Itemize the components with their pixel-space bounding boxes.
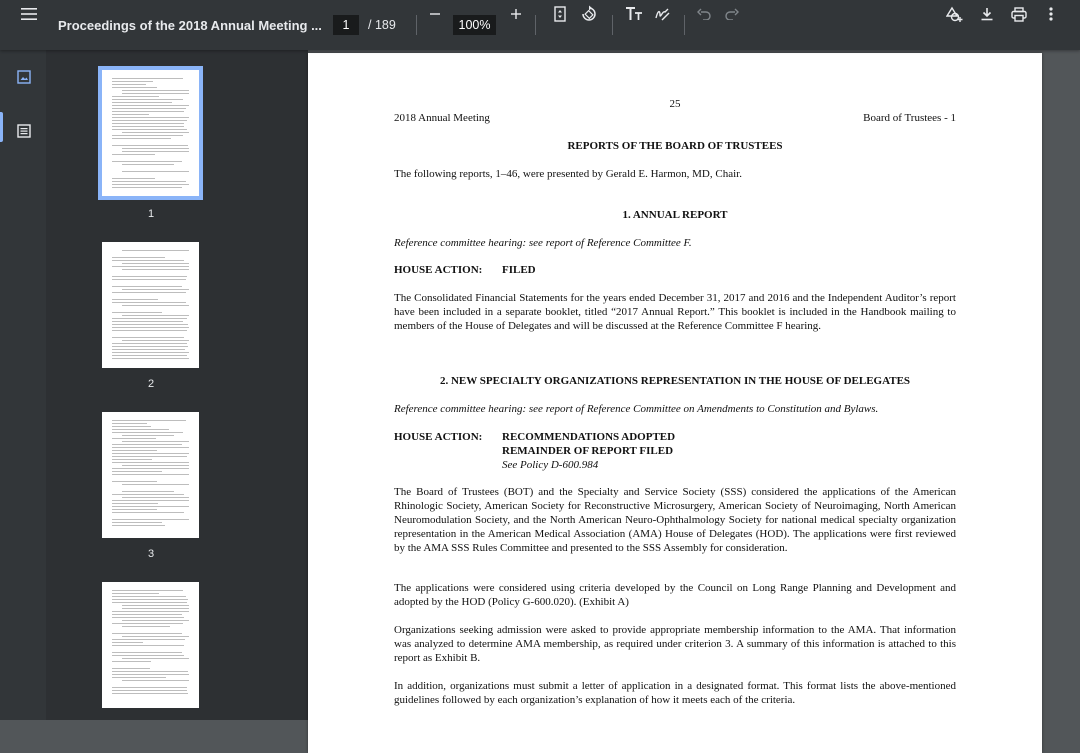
section-1-action-value: FILED — [502, 264, 536, 276]
thumbnail-text-line — [112, 623, 183, 624]
thumbnail-text-line — [112, 468, 189, 469]
thumbnail-text-line — [112, 687, 187, 688]
thumbnail-text-line — [112, 181, 186, 182]
thumbnails-icon[interactable] — [14, 67, 34, 87]
thumbnail-text-line — [112, 358, 189, 359]
thumbnail-text-line — [112, 661, 151, 662]
document-title: Proceedings of the 2018 Annual Meeting ... — [58, 17, 322, 33]
thumbnail-text-line — [112, 429, 169, 430]
thumbnail-text-line — [112, 593, 159, 594]
thumbnail-text-line — [112, 114, 149, 115]
thumbnail-text-line — [112, 108, 186, 109]
thumbnail-text-line — [122, 491, 174, 492]
thumbnail-text-line — [122, 620, 189, 621]
undo-icon[interactable] — [690, 0, 718, 28]
thumbnail-text-line — [112, 617, 184, 618]
page-thumbnail-3[interactable] — [102, 412, 199, 538]
thumbnail-text-line — [112, 87, 157, 88]
thumbnail-text-line — [112, 471, 162, 472]
thumbnail-text-line — [112, 420, 186, 421]
section-2-title: 2. NEW SPECIALTY ORGANIZATIONS REPRESENTATION IN THE HOUSE OF DELEGATES — [439, 375, 911, 387]
thumbnail-text-line — [122, 250, 189, 251]
thumbnail-text-line — [112, 506, 189, 507]
thumbnail-text-line — [112, 652, 182, 653]
thumbnail-text-line — [112, 105, 189, 106]
thumbnail-text-line — [112, 178, 155, 179]
draw-icon[interactable] — [648, 0, 676, 28]
thumbnail-text-line — [112, 423, 147, 424]
thumbnail-text-line — [112, 81, 153, 82]
section-2-paragraph-3: Organizations seeking admission were asked to provide appropriate membership information to the AMA. That information was analyzed to determine AMA membership, as required under criterion 3. A summary of this information is attached to this report as Exhibit B. — [394, 624, 956, 664]
thumbnail-text-line — [112, 645, 184, 646]
thumbnail-text-line — [112, 611, 189, 612]
thumbnail-text-line — [122, 151, 189, 152]
thumbnail-text-line — [122, 435, 174, 436]
thumbnail-text-line — [112, 78, 183, 79]
thumbnail-text-line — [112, 84, 146, 85]
thumbnail-text-line — [122, 626, 170, 627]
sidebar-rail — [0, 50, 46, 720]
thumbnail-text-line — [112, 512, 184, 513]
thumbnail-text-line — [122, 465, 189, 466]
thumbnail-text-line — [112, 494, 184, 495]
page-number: 25 — [669, 98, 681, 110]
main-title: REPORTS OF THE BOARD OF TRUSTEES — [567, 140, 783, 152]
thumbnail-text-line — [112, 525, 165, 526]
thumbnail-text-line — [112, 674, 189, 675]
thumbnail-text-line — [112, 129, 187, 130]
sidebar-active-indicator — [0, 112, 3, 142]
thumbnail-text-line — [112, 438, 156, 439]
thumbnail-text-line — [112, 346, 188, 347]
thumbnail-text-line — [112, 318, 187, 319]
thumbnail-text-line — [122, 269, 189, 270]
hamburger-menu-icon[interactable] — [15, 0, 43, 28]
thumbnail-text-line — [112, 503, 158, 504]
thumbnail-text-line — [122, 305, 189, 306]
toolbar-divider — [684, 15, 685, 35]
thumbnail-text-line — [112, 299, 158, 300]
thumbnail-text-line — [112, 292, 186, 293]
thumbnail-text-line — [112, 161, 182, 162]
download-icon[interactable] — [973, 0, 1001, 28]
rotate-icon[interactable] — [575, 0, 603, 28]
thumbnail-text-line — [112, 279, 186, 280]
thumbnail-text-line — [112, 343, 187, 344]
zoom-value[interactable]: 100% — [453, 15, 496, 35]
thumbnail-text-line — [112, 481, 157, 482]
thumbnail-text-line — [122, 658, 189, 659]
section-2-action-line-1: RECOMMENDATIONS ADOPTED — [502, 431, 676, 443]
section-1-reference: Reference committee hearing: see report of Reference Committee F. — [394, 237, 692, 249]
thumbnail-text-line — [112, 453, 189, 454]
section-1-action-label: HOUSE ACTION: — [394, 264, 483, 276]
thumbnail-text-line — [122, 680, 189, 681]
header-left: 2018 Annual Meeting — [394, 112, 490, 124]
thumbnail-text-line — [122, 497, 189, 498]
thumbnail-text-line — [112, 126, 184, 127]
thumbnail-label: 1 — [147, 208, 155, 220]
thumbnail-text-line — [112, 117, 189, 118]
section-1-title: 1. ANNUAL REPORT — [622, 209, 728, 221]
thumbnail-text-line — [112, 456, 187, 457]
thumbnail-text-line — [112, 327, 189, 328]
thumbnail-text-line — [112, 102, 172, 103]
thumbnail-text-line — [112, 426, 151, 427]
thumbnail-text-line — [112, 602, 187, 603]
page-current[interactable]: 1 — [333, 15, 359, 35]
thumbnail-text-line — [112, 266, 189, 267]
header-right: Board of Trustees - 1 — [863, 112, 956, 124]
outline-icon[interactable] — [14, 121, 34, 141]
thumbnail-text-line — [112, 459, 152, 460]
thumbnail-text-line — [112, 312, 162, 313]
thumbnail-text-line — [122, 441, 189, 442]
document-page — [308, 53, 1042, 753]
page-thumbnail-1[interactable] — [102, 70, 199, 196]
section-2-paragraph-4: In addition, organizations must submit a letter of application in a designated format. This format lists the above-mentioned guidelines followed by each organization’s explanation of how it meets each of the criteria. — [394, 680, 956, 706]
thumbnail-text-line — [122, 605, 189, 606]
thumbnail-text-line — [112, 276, 187, 277]
thumbnail-label: 2 — [147, 378, 155, 390]
text-size-icon[interactable] — [620, 0, 648, 28]
thumbnail-text-line — [112, 187, 182, 188]
section-2-reference: Reference committee hearing: see report of Reference Committee on Amendments to Constitution and Bylaws. — [394, 403, 879, 415]
page-number-input[interactable] — [333, 0, 359, 50]
thumbnail-text-line — [122, 164, 174, 165]
thumbnail-text-line — [112, 330, 187, 331]
thumbnail-text-line — [112, 444, 182, 445]
fit-page-icon[interactable] — [546, 0, 574, 28]
page-thumbnail-4[interactable] — [102, 582, 199, 708]
thumbnail-text-line — [122, 289, 189, 290]
thumbnail-text-line — [122, 484, 189, 485]
thumbnail-text-line — [112, 509, 157, 510]
thumbnail-text-line — [112, 123, 184, 124]
thumbnail-text-line — [112, 302, 186, 303]
thumbnail-text-line — [112, 257, 165, 258]
thumbnail-text-line — [112, 633, 182, 634]
section-2-paragraph-1: The Board of Trustees (BOT) and the Specialty and Service Society (SSS) considered the applications of the American Rhinologic Society, American Society for Reconstructive Microsurgery, American Society of Neuroimaging, North American Neuromodulation Society, and the North American Neuro-Ophthalmology Society for national medical specialty organization representation in the American Medical Association (AMA) House of Delegates (HOD). The applications were first reviewed by the AMA SSS Rules Committee and presented to the SSS Assembly for consideration. — [394, 486, 956, 554]
thumbnail-text-line — [112, 321, 183, 322]
thumbnail-text-line — [112, 522, 162, 523]
thumbnail-text-line — [112, 355, 187, 356]
thumbnail-text-line — [112, 260, 184, 261]
thumbnail-text-line — [112, 450, 157, 451]
thumbnail-text-line — [122, 315, 189, 316]
thumbnail-text-line — [112, 154, 155, 155]
thumbnail-text-line — [122, 608, 189, 609]
section-2-action-label: HOUSE ACTION: — [394, 431, 483, 443]
thumbnail-text-line — [122, 148, 189, 149]
thumbnail-text-line — [112, 120, 187, 121]
thumbnail-text-line — [112, 135, 183, 136]
thumbnail-panel — [46, 50, 308, 720]
zoom-level-input[interactable] — [453, 0, 496, 50]
thumbnail-text-line — [112, 111, 184, 112]
thumbnail-text-line — [112, 145, 188, 146]
plus-icon[interactable] — [502, 0, 530, 28]
thumbnail-text-line — [122, 636, 189, 637]
thumbnail-text-line — [112, 184, 189, 185]
thumbnail-text-line — [112, 599, 188, 600]
thumbnail-text-line — [112, 690, 187, 691]
section-1-paragraph: The Consolidated Financial Statements for the years ended December 31, 2017 and 2016 and the Independent Auditor’s report have been included in a separate booklet, titled “2017 Annual Report.” This booklet is included in the Handbook mailing to members of the House of Delegates and will be discussed at the Reference Committee F hearing. — [394, 292, 956, 332]
thumbnail-text-line — [112, 138, 171, 139]
minus-icon[interactable] — [421, 0, 449, 28]
thumbnail-text-line — [112, 614, 182, 615]
more-vert-icon[interactable] — [1037, 0, 1065, 28]
toolbar-divider — [612, 15, 613, 35]
thumbnail-text-line — [112, 500, 189, 501]
thumbnail-text-line — [122, 263, 189, 264]
page-thumbnail-2[interactable] — [102, 242, 199, 368]
thumbnail-text-line — [112, 668, 150, 669]
thumbnail-text-line — [112, 677, 166, 678]
thumbnail-text-line — [122, 93, 189, 94]
thumbnail-text-line — [112, 474, 189, 475]
print-icon[interactable] — [1005, 0, 1033, 28]
thumbnail-text-line — [112, 99, 183, 100]
thumbnail-text-line — [122, 90, 189, 91]
thumbnail-text-line — [112, 324, 188, 325]
thumbnail-text-line — [112, 655, 184, 656]
thumbnail-text-line — [112, 519, 189, 520]
thumbnail-text-line — [112, 349, 185, 350]
add-shape-icon[interactable] — [941, 0, 969, 28]
toolbar-divider — [416, 15, 417, 35]
thumbnail-text-line — [112, 590, 183, 591]
thumbnail-text-line — [112, 671, 188, 672]
thumbnail-text-line — [112, 286, 182, 287]
section-2-paragraph-2: The applications were considered using criteria developed by the Council on Long Range Planning and Development and adopted by the HOD (Policy G-600.020). (Exhibit A) — [394, 582, 956, 608]
thumbnail-text-line — [112, 596, 186, 597]
thumbnail-text-line — [122, 132, 189, 133]
toolbar-divider — [535, 15, 536, 35]
thumbnail-text-line — [122, 171, 189, 172]
thumbnail-label: 3 — [147, 548, 155, 560]
thumbnail-text-line — [112, 639, 185, 640]
thumbnail-text-line — [112, 642, 143, 643]
page-total: / 189 — [368, 18, 396, 32]
pdf-toolbar — [0, 0, 1080, 50]
section-2-policy-ref: See Policy D-600.984 — [502, 459, 599, 471]
thumbnail-text-line — [112, 96, 159, 97]
thumbnail-text-line — [112, 432, 183, 433]
thumbnail-text-line — [112, 352, 189, 353]
thumbnail-text-line — [112, 462, 189, 463]
section-2-action-line-2: REMAINDER OF REPORT FILED — [502, 445, 674, 457]
thumbnail-text-line — [112, 337, 184, 338]
thumbnail-text-line — [112, 447, 189, 448]
thumbnail-text-line — [122, 340, 189, 341]
intro-text: The following reports, 1–46, were presented by Gerald E. Harmon, MD, Chair. — [394, 168, 742, 180]
redo-icon[interactable] — [718, 0, 746, 28]
thumbnail-text-line — [112, 693, 188, 694]
